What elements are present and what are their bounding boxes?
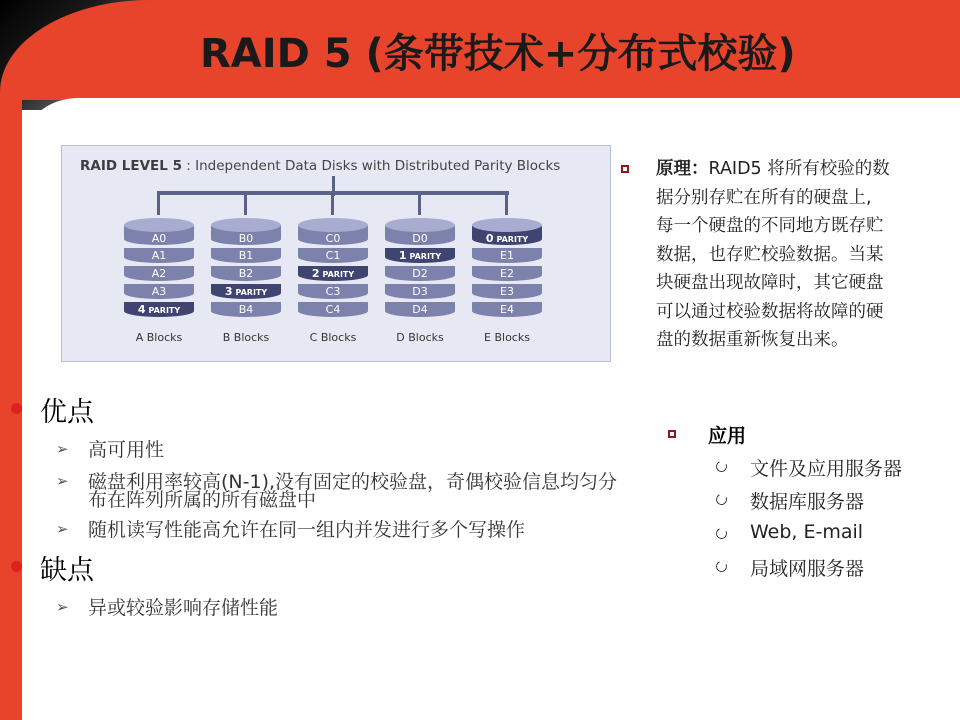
- bus-drop-line: [244, 191, 247, 215]
- disk-top: [124, 218, 194, 232]
- block-label: B0: [238, 232, 254, 245]
- advantage-item: 磁盘利用率较高(N-1),没有固定的校验盘，奇偶校验信息均匀分: [88, 471, 618, 493]
- applications-title: 应用: [708, 425, 747, 447]
- block-label: D3: [412, 285, 428, 298]
- application-item: 局域网服务器: [750, 558, 865, 580]
- diagram-title-rest: : Independent Data Disks with Distributed Parity Blocks: [181, 158, 561, 174]
- block-label: 3: [224, 285, 233, 298]
- slide-title: RAID 5 (条带技术+分布式校验): [200, 31, 796, 77]
- block-label: 1: [398, 249, 407, 262]
- disk-stack: [385, 218, 455, 317]
- application-item: 文件及应用服务器: [750, 458, 903, 480]
- data-block: [385, 284, 455, 299]
- block-label: E1: [500, 249, 514, 262]
- disk-top: [385, 218, 455, 232]
- disk-label: A Blocks: [135, 331, 183, 344]
- block-label: C1: [325, 249, 341, 262]
- block-label: A3: [151, 285, 167, 298]
- block-label: E2: [500, 267, 514, 280]
- disk-label: B Blocks: [222, 331, 270, 344]
- block-label: D4: [412, 303, 428, 316]
- disadvantages-title: 缺点: [40, 555, 94, 586]
- advantage-item: 随机读写性能高允许在同一组内并发进行多个写操作: [88, 519, 526, 541]
- advantage-item-continued: 布在阵列所属的所有磁盘中: [88, 489, 317, 511]
- data-block: [124, 266, 194, 281]
- advantage-item: 高可用性: [88, 439, 165, 461]
- data-block: [385, 266, 455, 281]
- disadvantage-item: 异或较验影响存储性能: [88, 597, 279, 619]
- disk-stack: [472, 218, 542, 317]
- disk-stack: [211, 218, 281, 317]
- data-block: [211, 248, 281, 263]
- checkbox-bullet-icon: [621, 165, 629, 173]
- data-block: [211, 266, 281, 281]
- disk-label: C Blocks: [309, 331, 357, 344]
- block-label: D0: [412, 232, 428, 245]
- data-block: [472, 302, 542, 317]
- parity-tag: PARITY: [148, 306, 181, 315]
- raid5-diagram: [61, 145, 611, 362]
- principle-line: RAID5 将所有校验的数: [708, 159, 890, 179]
- advantages-title: 优点: [40, 397, 94, 428]
- data-block: [385, 302, 455, 317]
- bus-drop-line: [157, 191, 160, 215]
- bus-drop-line: [331, 191, 334, 215]
- parity-block: [211, 284, 281, 299]
- parity-tag: PARITY: [496, 235, 529, 244]
- parity-tag: PARITY: [322, 270, 355, 279]
- parity-tag: PARITY: [409, 252, 442, 261]
- parity-tag: PARITY: [235, 288, 268, 297]
- block-label: 0: [485, 232, 494, 245]
- data-block: [298, 248, 368, 263]
- data-block: [298, 302, 368, 317]
- block-label: B2: [238, 267, 254, 280]
- diagram-title-strong: RAID LEVEL 5: [80, 158, 182, 174]
- bus-line: [159, 191, 509, 195]
- disk-top: [298, 218, 368, 232]
- bus-drop-line: [505, 191, 508, 215]
- block-label: B4: [238, 303, 254, 316]
- block-label: E3: [500, 285, 514, 298]
- disk-top: [472, 218, 542, 232]
- parity-block: [385, 248, 455, 263]
- principle-line: 可以通过校验数据将故障的硬: [656, 301, 884, 322]
- disk-stack: [298, 218, 368, 317]
- block-label: A1: [151, 249, 167, 262]
- principle-line: 盘的数据重新恢复出来。: [656, 330, 849, 350]
- checkbox-bullet-icon: [668, 430, 676, 438]
- block-label: C0: [325, 232, 341, 245]
- bus-drop-line: [418, 191, 421, 215]
- data-block: [211, 302, 281, 317]
- application-item: Web, E-mail: [750, 521, 864, 543]
- block-label: C3: [325, 285, 341, 298]
- block-label: D2: [412, 267, 428, 280]
- red-bullet-icon: [11, 561, 22, 572]
- block-label: C4: [325, 303, 341, 316]
- block-label: E4: [500, 303, 514, 316]
- arrow-bullet-icon: ➢: [56, 472, 69, 490]
- block-label: 2: [311, 267, 320, 280]
- data-block: [298, 284, 368, 299]
- parity-block: [124, 302, 194, 317]
- data-block: [124, 284, 194, 299]
- arrow-bullet-icon: ➢: [56, 440, 69, 458]
- data-block: [124, 248, 194, 263]
- disk-top: [211, 218, 281, 232]
- principle-line: 据分别存贮在所有的硬盘上,: [656, 187, 872, 208]
- block-label: A0: [151, 232, 167, 245]
- application-item: 数据库服务器: [750, 491, 865, 513]
- parity-block: [298, 266, 368, 281]
- disk-stack: [124, 218, 194, 317]
- principle-line: 每一个硬盘的不同地方既存贮: [656, 216, 884, 236]
- data-block: [472, 266, 542, 281]
- disk-label: D Blocks: [396, 331, 444, 344]
- principle-line: 块硬盘出现故障时，其它硬盘: [656, 273, 884, 293]
- arrow-bullet-icon: ➢: [56, 520, 69, 538]
- diagram-title: [80, 158, 560, 174]
- principle-head: 原理：: [656, 159, 709, 179]
- principle-line: 数据，也存贮校验数据。当某: [656, 244, 884, 265]
- principle-block: [620, 155, 950, 355]
- block-label: A2: [151, 267, 167, 280]
- block-label: 4: [137, 303, 146, 316]
- arrow-bullet-icon: ➢: [56, 598, 69, 616]
- data-block: [472, 248, 542, 263]
- red-bullet-icon: [11, 403, 22, 414]
- disk-label: E Blocks: [484, 331, 530, 344]
- data-block: [472, 284, 542, 299]
- block-label: B1: [238, 249, 254, 262]
